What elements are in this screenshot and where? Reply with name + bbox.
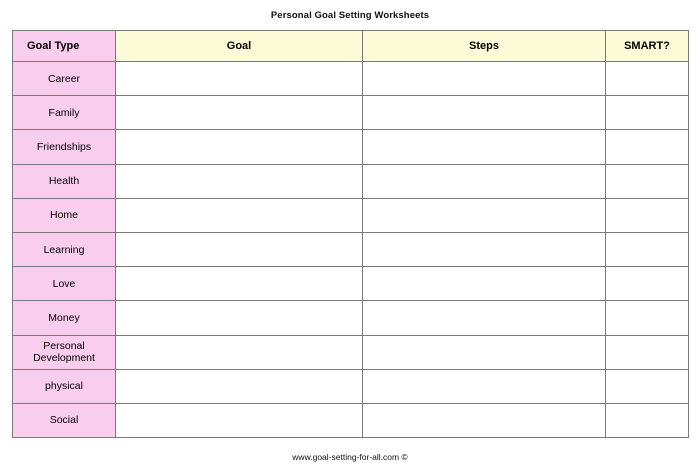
footer-credit: www.goal-setting-for-all.com ©	[292, 452, 408, 462]
goal-type-cell: Love	[13, 267, 116, 301]
steps-cell[interactable]	[363, 198, 606, 232]
goal-cell[interactable]	[116, 198, 363, 232]
page-title: Personal Goal Setting Worksheets	[270, 10, 430, 21]
smart-cell[interactable]	[606, 62, 689, 96]
goal-type-cell: Career	[13, 62, 116, 96]
smart-cell[interactable]	[606, 164, 689, 198]
smart-cell[interactable]	[606, 232, 689, 266]
goal-setting-table	[12, 30, 689, 438]
goal-cell[interactable]	[116, 164, 363, 198]
table-row	[13, 232, 689, 266]
column-header-steps: Steps	[363, 31, 606, 62]
table-row	[13, 301, 689, 335]
table-row	[13, 369, 689, 403]
smart-cell[interactable]	[606, 335, 689, 369]
goal-cell[interactable]	[116, 96, 363, 130]
table-row	[13, 130, 689, 164]
goal-cell[interactable]	[116, 130, 363, 164]
smart-cell[interactable]	[606, 403, 689, 437]
smart-cell[interactable]	[606, 96, 689, 130]
goal-type-cell: Learning	[13, 232, 116, 266]
table-row	[13, 96, 689, 130]
column-header-goal-type: Goal Type	[13, 31, 116, 62]
goal-type-cell: Health	[13, 164, 116, 198]
smart-cell[interactable]	[606, 301, 689, 335]
column-header-goal: Goal	[116, 31, 363, 62]
steps-cell[interactable]	[363, 403, 606, 437]
goal-cell[interactable]	[116, 232, 363, 266]
steps-cell[interactable]	[363, 164, 606, 198]
goal-type-cell: Personal Development	[13, 335, 116, 369]
goal-type-cell: Social	[13, 403, 116, 437]
goal-type-cell: Family	[13, 96, 116, 130]
table-body	[13, 62, 689, 438]
steps-cell[interactable]	[363, 369, 606, 403]
goal-cell[interactable]	[116, 369, 363, 403]
table-row	[13, 62, 689, 96]
smart-cell[interactable]	[606, 267, 689, 301]
smart-cell[interactable]	[606, 369, 689, 403]
smart-cell[interactable]	[606, 130, 689, 164]
steps-cell[interactable]	[363, 301, 606, 335]
steps-cell[interactable]	[363, 96, 606, 130]
table-header-row	[13, 31, 689, 62]
column-header-smart: SMART?	[606, 31, 689, 62]
table-header	[13, 31, 689, 62]
steps-cell[interactable]	[363, 335, 606, 369]
steps-cell[interactable]	[363, 232, 606, 266]
goal-type-cell: Home	[13, 198, 116, 232]
goal-cell[interactable]	[116, 301, 363, 335]
table-row	[13, 267, 689, 301]
goal-cell[interactable]	[116, 403, 363, 437]
table-row	[13, 164, 689, 198]
table-row	[13, 403, 689, 437]
goal-type-cell: Friendships	[13, 130, 116, 164]
goal-cell[interactable]	[116, 267, 363, 301]
table-row	[13, 335, 689, 369]
goal-type-cell: physical	[13, 369, 116, 403]
goal-cell[interactable]	[116, 62, 363, 96]
smart-cell[interactable]	[606, 198, 689, 232]
table-row	[13, 198, 689, 232]
worksheet-table-container	[12, 30, 688, 438]
steps-cell[interactable]	[363, 130, 606, 164]
goal-cell[interactable]	[116, 335, 363, 369]
steps-cell[interactable]	[363, 62, 606, 96]
steps-cell[interactable]	[363, 267, 606, 301]
goal-type-cell: Money	[13, 301, 116, 335]
